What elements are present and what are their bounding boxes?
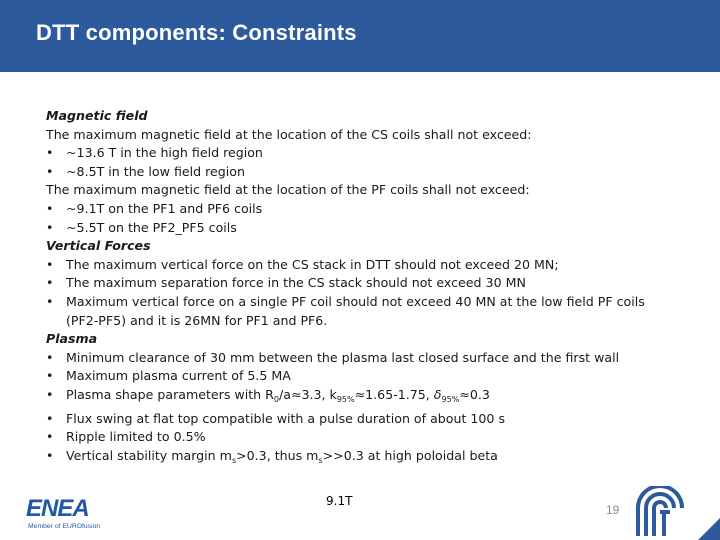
bullet-item: • Minimum clearance of 30 mm between the plasma last closed surface and the first wall [46,349,676,368]
s-subscript: s [318,455,323,465]
stability-prefix: Vertical stability margin m [66,447,232,463]
section-heading-plasma: Plasma [46,331,98,347]
page-number: 19 [606,503,620,517]
bullet-item: • ~5.5T on the PF2_PF5 coils [46,219,676,238]
dtt-logo-icon [632,486,688,538]
bullet-item: • ~8.5T in the low field region [46,163,676,182]
enea-logo-wordmark: ENEA [26,495,89,522]
shape-k-value: ≈1.65-1.75, [354,386,434,402]
bullet-item: • Maximum plasma current of 5.5 MA [46,367,676,386]
s-subscript: s [231,455,237,465]
text-line: The maximum magnetic field at the location of the PF coils shall not exceed: [46,182,530,198]
k-subscript: 95% [336,394,355,404]
slide-content [46,107,676,470]
r-subscript: 0 [273,394,279,404]
bullet-continuation: (PF2-PF5) and it is 26MN for PF1 and PF6. [66,312,328,328]
delta-symbol: δ [433,386,442,402]
bullet-item: • The maximum vertical force on the CS stack in DTT should not exceed 20 MN; [46,256,676,275]
shape-prefix: Plasma shape parameters with R [66,386,274,402]
section-heading-magnetic-field: Magnetic field [46,108,148,123]
stability-mid: >0.3, thus m [236,447,319,463]
bullet-item-stability [46,447,676,471]
caption-label: 9.1T [326,494,353,508]
bullet-item: • ~13.6 T in the high field region [46,144,676,163]
enea-logo-tagline: Member of EUROfusion [28,523,101,530]
shape-delta-value: ≈0.3 [459,386,490,402]
bullet-item-shape-parameters [46,386,676,410]
bullet-item: • Maximum vertical force on a single PF coil should not exceed 40 MN at the low field PF coils [46,293,676,312]
enea-logo [26,496,108,534]
bullet-item: • The maximum separation force in the CS stack should not exceed 30 MN [46,274,676,293]
slide-title: DTT components: Constraints [36,20,357,45]
delta-subscript: 95% [441,394,460,404]
section-heading-vertical-forces: Vertical Forces [46,238,151,254]
shape-aspect: /a≈3.3, k [278,386,337,402]
text-line: The maximum magnetic field at the location of the CS coils shall not exceed: [46,126,532,142]
bullet-item: • ~9.1T on the PF1 and PF6 coils [46,200,676,219]
title-bar [0,0,720,72]
stability-suffix: >>0.3 at high poloidal beta [322,447,498,463]
bullet-item: • Flux swing at flat top compatible with a pulse duration of about 100 s [46,410,676,429]
bullet-item: • Ripple limited to 0.5% [46,428,676,447]
corner-decoration [698,518,720,540]
